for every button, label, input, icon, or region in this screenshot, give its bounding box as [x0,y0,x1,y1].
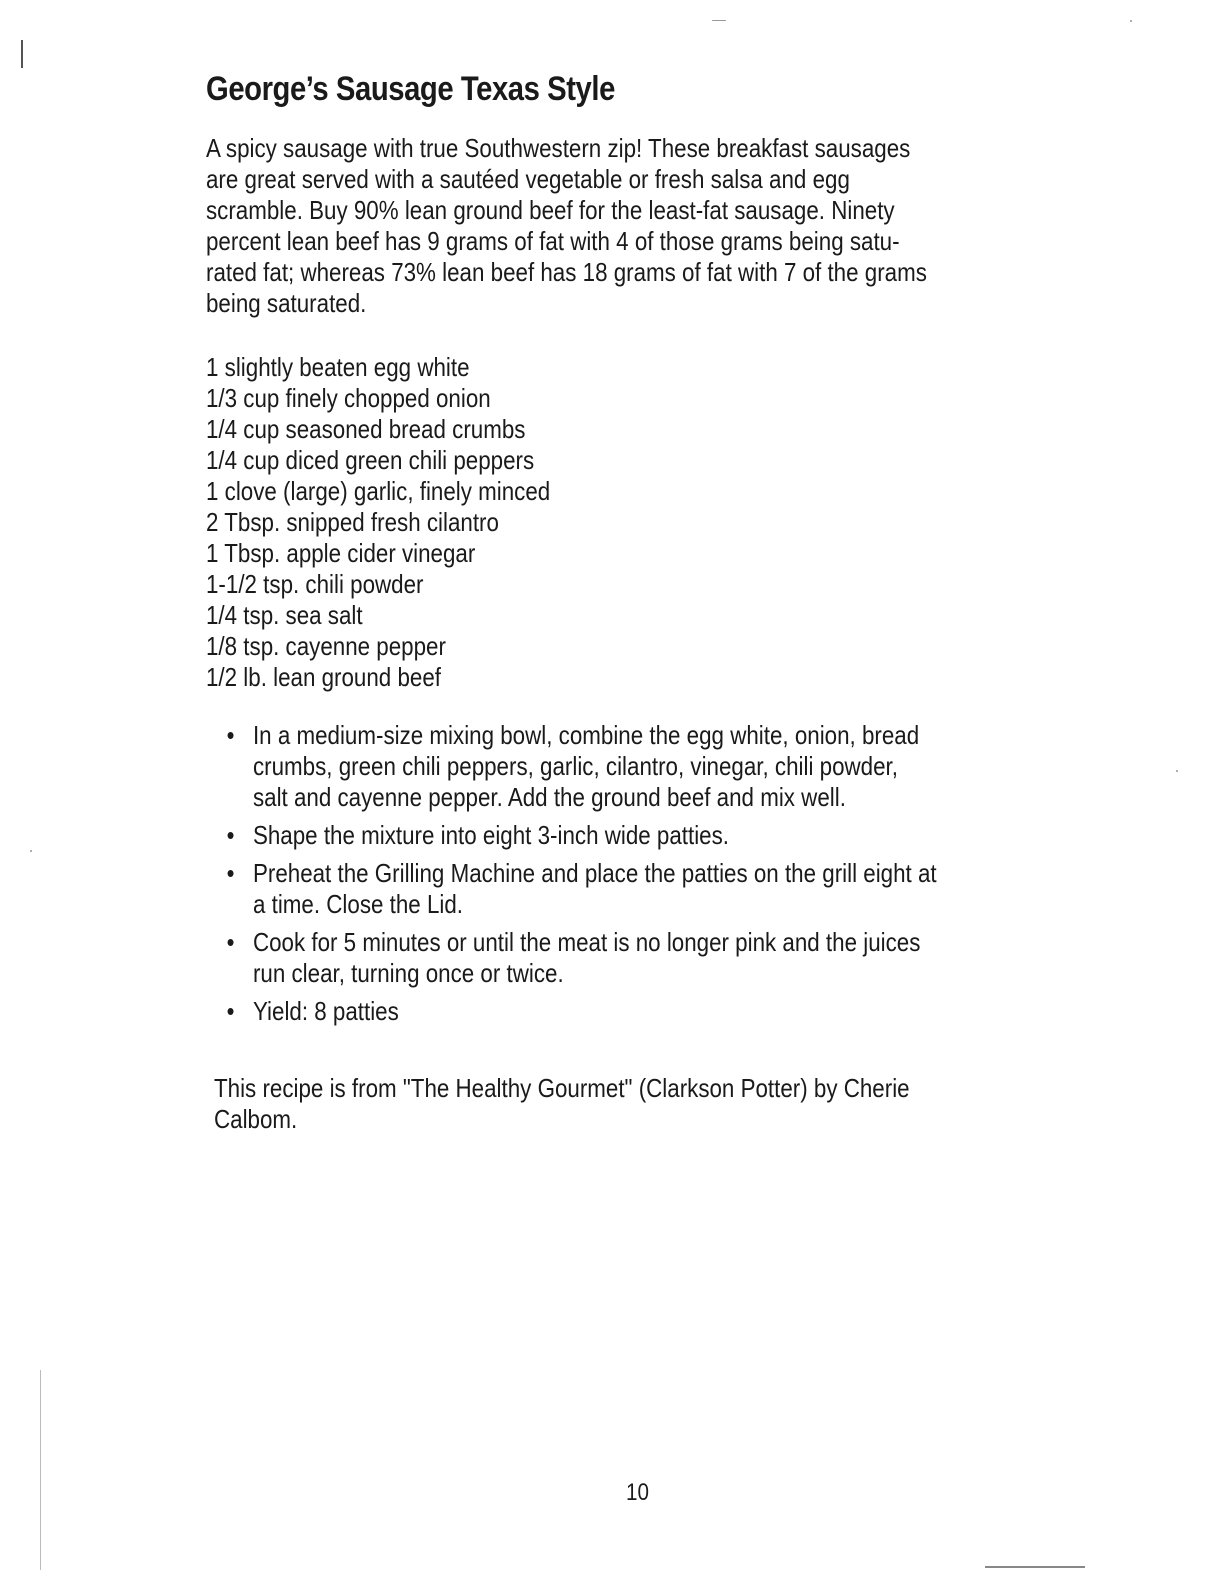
ingredient-item: 1 slightly beaten egg white [206,352,470,382]
source-line: This recipe is from "The Healthy Gourmet" (Clarkson Potter) by Cherie [214,1073,910,1103]
intro-line: percent lean beef has 9 grams of fat with 4 of those grams being satu- [206,226,900,256]
recipe-title: George’s Sausage Texas Style [206,70,615,108]
intro-line: rated fat; whereas 73% lean beef has 18 grams of fat with 7 of the grams [206,257,927,287]
recipe-intro [206,133,1049,319]
scan-edge-mark [40,1370,41,1570]
bullet-icon: • [226,996,235,1026]
instruction-list [222,720,937,1034]
bullet-icon: • [226,927,235,957]
intro-line: A spicy sausage with true Southwestern zip! These breakfast sausages [206,133,911,163]
instruction-step [222,820,937,851]
ingredient-item: 1/4 cup diced green chili peppers [206,445,535,475]
scan-edge-mark [985,1566,1085,1568]
instruction-step [222,858,937,920]
bullet-icon: • [226,720,235,750]
intro-line: being saturated. [206,288,367,318]
scan-edge-mark [21,40,23,68]
ingredient-item: 1 clove (large) garlic, finely minced [206,476,551,506]
ingredient-item: 1/8 tsp. cayenne pepper [206,631,446,661]
bullet-icon: • [226,858,235,888]
scan-dot [30,850,32,852]
intro-line: are great served with a sautéed vegetable or fresh salsa and egg [206,164,850,194]
ingredient-item: 1 Tbsp. apple cider vinegar [206,538,476,568]
step-line: Yield: 8 patties [252,996,399,1026]
ingredient-item: 1/4 tsp. sea salt [206,600,363,630]
step-line: Preheat the Grilling Machine and place the patties on the grill eight at [252,858,937,888]
scan-dot [1176,770,1178,772]
ingredient-list [206,352,550,693]
instruction-step [222,927,937,989]
step-line: salt and cayenne pepper. Add the ground beef and mix well. [252,782,846,812]
ingredient-item: 1/3 cup finely chopped onion [206,383,491,413]
instruction-step [222,996,937,1027]
scan-dot [1130,20,1132,22]
ingredient-item: 1-1/2 tsp. chili powder [206,569,424,599]
recipe-source-note [214,1073,910,1135]
intro-line: scramble. Buy 90% lean ground beef for the least-fat sausage. Ninety [206,195,895,225]
ingredient-item: 1/4 cup seasoned bread crumbs [206,414,526,444]
bullet-icon: • [226,820,235,850]
instruction-step [222,720,937,813]
scan-dot [712,20,726,21]
step-line: a time. Close the Lid. [252,889,464,919]
step-line: run clear, turning once or twice. [252,958,564,988]
source-line: Calbom. [214,1104,298,1134]
step-line: crumbs, green chili peppers, garlic, cilantro, vinegar, chili powder, [252,751,898,781]
step-line: Shape the mixture into eight 3-inch wide patties. [252,820,730,850]
step-line: In a medium-size mixing bowl, combine the egg white, onion, bread [252,720,920,750]
ingredient-item: 1/2 lb. lean ground beef [206,662,441,692]
step-line: Cook for 5 minutes or until the meat is no longer pink and the juices [252,927,921,957]
ingredient-item: 2 Tbsp. snipped fresh cilantro [206,507,499,537]
page-number: 10 [626,1479,649,1506]
